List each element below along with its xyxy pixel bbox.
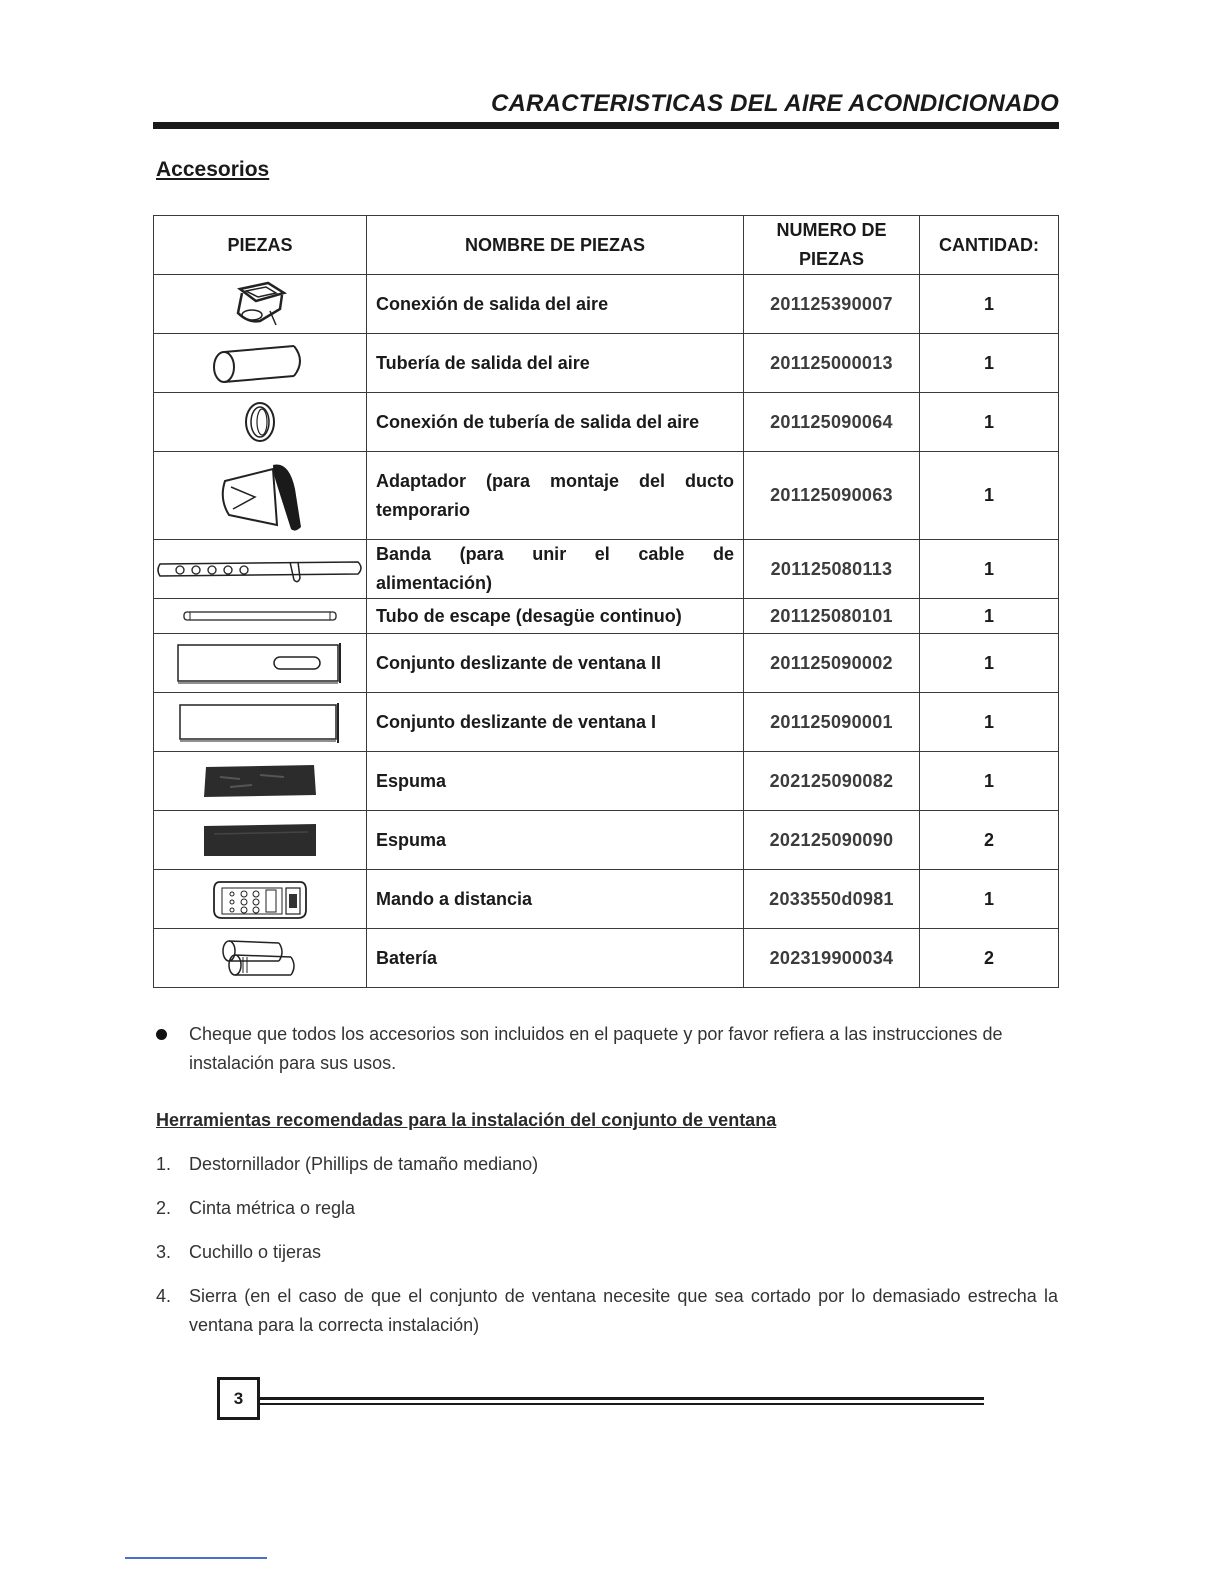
piece-quantity: 1 [920,634,1059,693]
footer-rule [260,1397,984,1400]
tools-title: Herramientas recomendadas para la instalación del conjunto de ventana [156,1110,777,1130]
piece-quantity: 1 [920,393,1059,452]
list-number: 1. [156,1154,172,1174]
piece-name: Espuma [367,752,744,811]
table-row [154,452,1059,540]
tools-list [156,1150,1058,1355]
table-row [154,752,1059,811]
foam-strip-icon [200,820,320,860]
piece-image-cell [154,929,367,988]
piece-name: Conjunto deslizante de ventana I [367,693,744,752]
piece-name: Banda (para unir el cable de alimentación) [367,540,744,599]
piece-number: 201125090064 [744,393,920,452]
list-text: Destornillador (Phillips de tamaño mediano) [189,1154,539,1174]
piece-name: Adaptador (para montaje del ducto temporario [367,452,744,540]
piece-quantity: 1 [920,752,1059,811]
piece-name: Conexión de tubería de salida del aire [367,393,744,452]
piece-name: Mando a distancia [367,870,744,929]
table-row [154,393,1059,452]
col-header-pieces: PIEZAS [154,216,367,275]
piece-quantity: 1 [920,870,1059,929]
col-header-name: NOMBRE DE PIEZAS [367,216,744,275]
list-number: 2. [156,1198,172,1218]
piece-image-cell [154,393,367,452]
piece-number: 201125000013 [744,334,920,393]
table-row [154,599,1059,634]
piece-number: 202125090090 [744,811,920,870]
window-slider-i-icon [176,699,344,745]
air-outlet-connector-icon [230,279,290,329]
page-header [153,86,1059,130]
piece-number: 201125390007 [744,275,920,334]
list-text: Cuchillo o tijeras [189,1242,322,1262]
accessories-note [156,1020,1058,1078]
piece-number: 201125090001 [744,693,920,752]
piece-name: Tubería de salida del aire [367,334,744,393]
header-rule [153,122,1059,129]
col-header-number: NUMERO DE PIEZAS [744,216,920,275]
list-text: Cinta métrica o regla [189,1198,356,1218]
piece-quantity: 1 [920,693,1059,752]
remote-control-icon [210,876,310,922]
foam-strip-icon [200,761,320,801]
note-text: Cheque que todos los accesorios son incluidos en el paquete y por favor refiera a las instrucciones de instalación para sus usos. [189,1024,1003,1073]
piece-image-cell [154,540,367,599]
piece-image-cell [154,634,367,693]
list-number: 3. [156,1242,172,1262]
piece-quantity: 1 [920,599,1059,634]
piece-name: Batería [367,929,744,988]
piece-name: Conjunto deslizante de ventana II [367,634,744,693]
table-row [154,634,1059,693]
piece-number: 202125090082 [744,752,920,811]
corner-line [125,1557,267,1559]
piece-image-cell [154,452,367,540]
piece-name: Espuma [367,811,744,870]
piece-number: 202319900034 [744,929,920,988]
piece-number: 2033550d0981 [744,870,920,929]
battery-icon [215,935,305,981]
list-item [156,1150,1058,1179]
piece-name: Tubo de escape (desagüe continuo) [367,599,744,634]
list-number: 4. [156,1286,172,1306]
table-row [154,811,1059,870]
list-text: Sierra (en el caso de que el conjunto de ventana necesite que sea cortado por lo demasiado estrecha la ventana para la correcta instalación) [189,1286,1058,1335]
piece-image-cell [154,275,367,334]
window-slider-ii-icon [174,639,346,687]
table-row [154,334,1059,393]
section-title: Accesorios [156,158,270,181]
piece-image-cell [154,870,367,929]
hose-connector-ring-icon [240,399,280,445]
page-number: 3 [217,1377,260,1420]
piece-number: 201125080113 [744,540,920,599]
piece-image-cell [154,811,367,870]
piece-number: 201125090063 [744,452,920,540]
footer-rule [260,1403,984,1405]
list-item [156,1194,1058,1223]
drain-tube-icon [180,608,340,624]
piece-image-cell [154,752,367,811]
table-row [154,275,1059,334]
piece-quantity: 1 [920,540,1059,599]
table-header-row [154,216,1059,275]
table-row [154,870,1059,929]
table-row [154,540,1059,599]
bullet-icon [156,1029,167,1040]
piece-image-cell [154,599,367,634]
list-item [156,1238,1058,1267]
cable-strap-icon [156,554,364,584]
piece-image-cell [154,693,367,752]
piece-quantity: 1 [920,334,1059,393]
accessories-table [153,215,1059,988]
table-row [154,693,1059,752]
piece-quantity: 1 [920,452,1059,540]
col-header-quantity: CANTIDAD: [920,216,1059,275]
piece-quantity: 1 [920,275,1059,334]
table-row [154,929,1059,988]
piece-number: 201125090002 [744,634,920,693]
exhaust-hose-icon [210,340,310,386]
piece-image-cell [154,334,367,393]
page-title: CARACTERISTICAS DEL AIRE ACONDICIONADO [490,90,1059,117]
duct-adapter-icon [215,459,305,533]
page-footer [217,1377,984,1421]
piece-quantity: 2 [920,811,1059,870]
list-item [156,1282,1058,1340]
piece-number: 201125080101 [744,599,920,634]
piece-quantity: 2 [920,929,1059,988]
piece-name: Conexión de salida del aire [367,275,744,334]
